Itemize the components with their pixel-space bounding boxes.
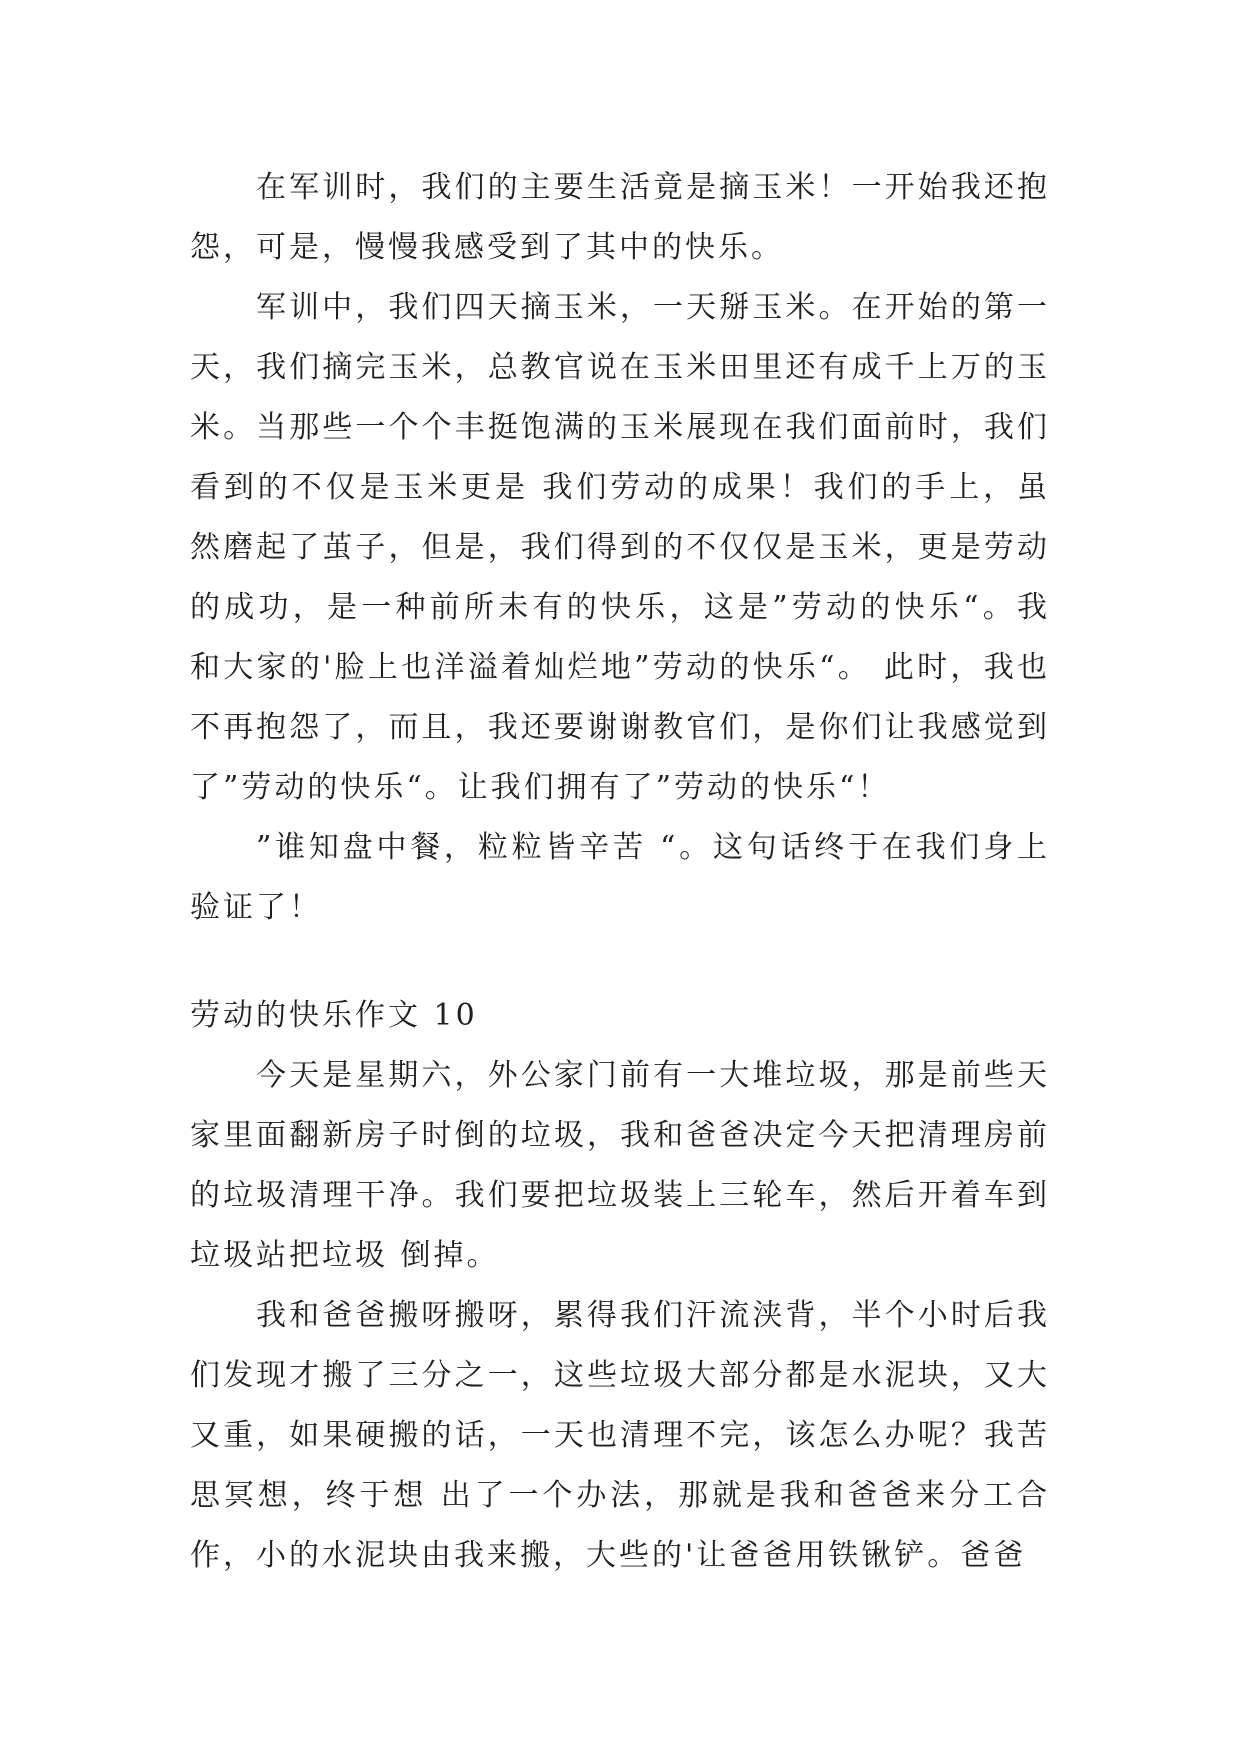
paragraph: 在军训时，我们的主要生活竟是摘玉米！一开始我还抱怨，可是，慢慢我感受到了其中的快乐。 [190, 170, 1050, 265]
paragraph: 我和爸爸搬呀搬呀，累得我们汗流浃背，半个小时后我们发现才搬了三分之一，这些垃圾大部分都是水泥块，又大又重，如果硬搬的话，一天也清理不完，该怎么办呢？我苦思冥想，终于想 出了一个办法，那就是我和爸爸来分工合作，小的水泥块由我来搬，大些的'让爸爸用铁锹铲。爸爸 [190, 1298, 1050, 1573]
paragraph: 今天是星期六，外公家门前有一大堆垃圾，那是前些天家里面翻新房子时倒的垃圾，我和爸爸决定今天把清理房前的垃圾清理干净。我们要把垃圾装上三轮车，然后开着车到垃圾站把垃圾 倒掉。 [190, 1058, 1050, 1273]
paragraph: 军训中，我们四天摘玉米，一天掰玉米。在开始的第一天，我们摘完玉米，总教官说在玉米田里还有成千上万的玉米。当那些一个个丰挺饱满的玉米展现在我们面前时，我们看到的不仅是玉米更是 我们劳动的成果！我们的手上，虽然磨起了茧子，但是，我们得到的不仅仅是玉米，更是劳动的成功，是一种前所未有的快乐，这是”劳动的快乐“。我和大家的'脸上也洋溢着灿烂地”劳动的快乐“。 此时，我也不再抱怨了，而且，我还要谢谢教官们，是你们让我感觉到了”劳动的快乐“。让我们拥有了”劳动的快乐“！ [190, 290, 1050, 805]
document-body [190, 158, 1050, 1586]
section-heading: 劳动的快乐作文 10 [190, 998, 478, 1033]
paragraph: ”谁知盘中餐，粒粒皆辛苦 “。这句话终于在我们身上验证了！ [190, 830, 1050, 925]
